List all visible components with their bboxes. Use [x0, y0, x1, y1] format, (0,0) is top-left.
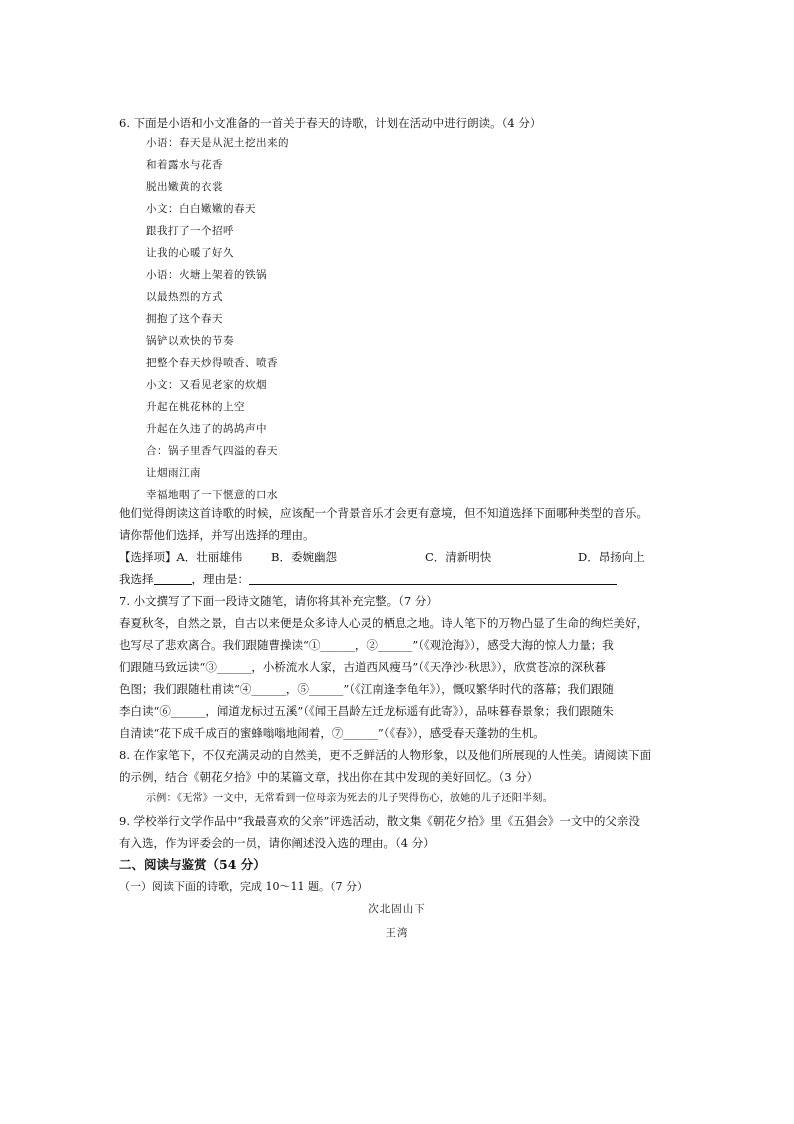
- poem-line: 以最热烈的方式: [146, 291, 223, 303]
- poem-line: 跟我打了一个招呼: [146, 225, 234, 237]
- poem-line: 小语：火塘上架着的铁锅: [146, 269, 267, 281]
- option-a: 【选择项】A．壮丽雄伟: [119, 550, 243, 564]
- poem-line: 和着露水与花香: [146, 159, 223, 171]
- reason-blank[interactable]: [249, 572, 617, 585]
- question-8-example: 示例：《无常》一文中，无常看到一位母亲为死去的儿子哭得伤心，放她的儿子还阳半刻。: [146, 793, 553, 804]
- poem-author: 王湾: [385, 927, 409, 939]
- poem-line: 升起在久违了的鸪鸪声中: [146, 423, 267, 435]
- poem-line: 让烟雨江南: [146, 467, 201, 479]
- question-9-line: 9. 学校举行文学作品中“我最喜欢的父亲”评选活动，散文集《朝花夕拾》里《五猖会》一文中的父亲没: [119, 814, 640, 828]
- question-8-line: 8. 在作家笔下，不仅充满灵动的自然美，更不乏鲜活的人物形象，以及他们所展现的人性美。请阅读下面: [119, 748, 652, 762]
- poem-line: 升起在桃花林的上空: [146, 401, 245, 413]
- option-b: B．委婉幽怨: [271, 550, 337, 564]
- poem-line: 小文：白白嫩嫩的春天: [146, 203, 256, 215]
- poem-line: 拥抱了这个春天: [146, 313, 223, 325]
- question-6-text: 请你帮他们选择，并写出选择的理由。: [119, 528, 315, 542]
- question-6-text: 他们觉得朗读这首诗歌的时候，应该配一个背景音乐才会更有意境，但不知道选择下面哪种类型的音乐。: [119, 506, 648, 520]
- question-7-line: 自清读“花下成千成百的蜜蜂嗡嗡地闹着，⑦______”（《春》），感受春天蓬勃的生机。: [119, 726, 545, 740]
- question-7-line: 们跟随马致远读“③______，小桥流水人家，古道西风瘦马”（《天净沙·秋思》），欣赏苍凉的深秋暮: [119, 660, 606, 674]
- section-2-subtitle: （一）阅读下面的诗歌，完成 10～11 题。（7 分）: [119, 880, 368, 893]
- poem-line: 让我的心暖了好久: [146, 247, 234, 259]
- question-7-line: 李白读“⑥______，闻道龙标过五溪”（《闻王昌龄左迁龙标遥有此寄》），品味暮春景象；我们跟随朱: [119, 704, 614, 718]
- option-d: D．昂扬向上: [578, 550, 645, 564]
- reason-label: ，理由是：: [191, 572, 249, 586]
- question-8-line: 的示例，结合《朝花夕拾》中的某篇文章，找出你在其中发现的美好回忆。（3 分）: [119, 770, 539, 784]
- poem-line: 小语：春天是从泥土挖出来的: [146, 137, 289, 149]
- choose-label: 我选择: [119, 572, 154, 586]
- poem-title: 次北固山下: [368, 903, 426, 915]
- poem-line: 锅铲以欢快的节奏: [146, 335, 234, 347]
- options-row: [119, 549, 645, 565]
- answer-line: [119, 571, 617, 587]
- question-7-stem: 7. 小文撰写了下面一段诗文随笔，请你将其补充完整。（7 分）: [119, 594, 438, 608]
- question-6-stem: 6. 下面是小语和小文准备的一首关于春天的诗歌，计划在活动中进行朗读。（4 分）: [119, 116, 542, 130]
- choice-blank[interactable]: [154, 572, 192, 585]
- poem-line: 小文：又看见老家的炊烟: [146, 379, 267, 391]
- poem-line: 幸福地咽了一下惬意的口水: [146, 489, 278, 501]
- poem-line: 合：锅子里香气四溢的春天: [146, 445, 278, 457]
- poem-line: 把整个春天炒得喷香、喷香: [146, 357, 278, 369]
- option-c: C．清新明快: [425, 550, 492, 564]
- question-7-line: 色图；我们跟随杜甫读“④______，⑤______”（《江南逢李龟年》），慨叹繁华时代的落幕；我们跟随: [119, 682, 614, 696]
- question-7-line: 春夏秋冬，自然之景，自古以来便是众多诗人心灵的栖息之地。诗人笔下的万物凸显了生命的绚烂美好，: [119, 616, 648, 630]
- question-9-line: 有入选，作为评委会的一员，请你阐述没入选的理由。（4 分）: [119, 836, 435, 850]
- section-2-title: 二、阅读与鉴赏（54 分）: [119, 857, 266, 872]
- question-7-line: 也写尽了悲欢离合。我们跟随曹操读“①______，②______”（《观沧海》），感受大海的惊人力量；我: [119, 638, 614, 652]
- poem-line: 脱出嫩黄的衣裳: [146, 181, 223, 193]
